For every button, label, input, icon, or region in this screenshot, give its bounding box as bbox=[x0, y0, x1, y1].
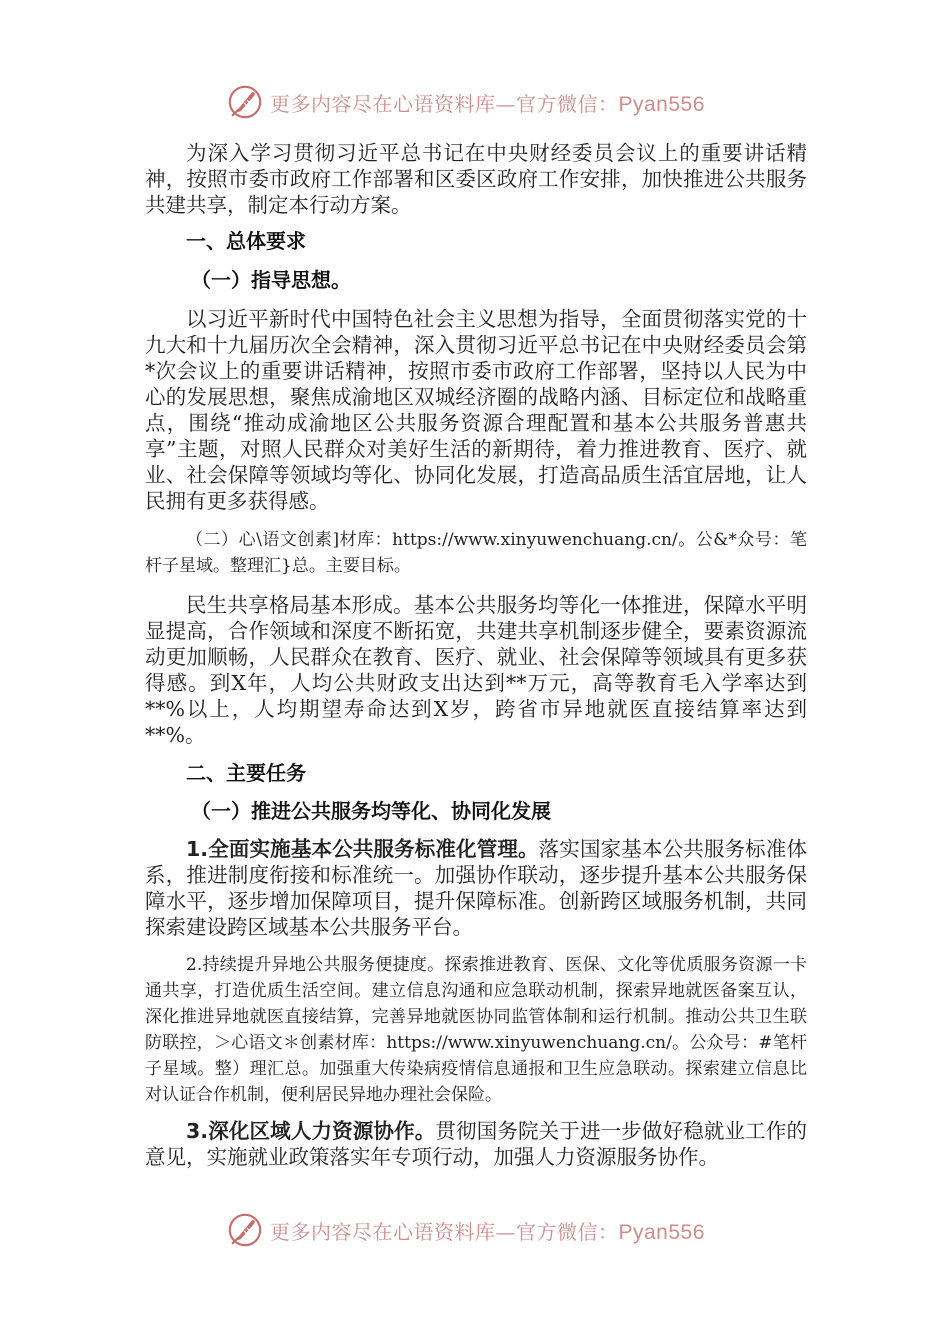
intro-paragraph: 为深入学习贯彻习近平总书记在中央财经委员会议上的重要讲话精神，按照市委市政府工作部署和区委区政府工作安排，加快推进公共服务共建共享，制定本行动方案。 bbox=[145, 141, 807, 217]
task-item-3-lead: 3.深化区域人力资源协作。 bbox=[186, 1119, 436, 1143]
document-body bbox=[145, 140, 807, 1170]
subheading-public-service-equalization: （一）推进公共服务均等化、协同化发展 bbox=[191, 799, 551, 823]
task-item-1-body: 落实国家基本公共服务标准体系，推进制度衔接和标准统一。加强协作联动，逐步提升基本公共服务保障水平，逐步增加保障项目，提升保障标准。创新跨区域服务机制，共同探索建设跨区域基本公共服务平台。 bbox=[145, 837, 807, 939]
task-item-3 bbox=[145, 1118, 807, 1170]
guiding-ideology-paragraph: 以习近平新时代中国特色社会主义思想为指导，全面贯彻落实党的十九大和十九届历次全会精神，深入贯彻习近平总书记在中央财经委员会第*次会议上的重要讲话精神，按照市委市政府工作部署，坚持以人民为中心的发展思想，聚焦成渝地区双城经济圈的战略内涵、目标定位和战略重点，围绕“推动成渝地区公共服务资源合理配置和基本公共服务普惠共享”主题，对照人民群众对美好生活的新期待，着力推进教育、医疗、就业、社会保障等领域均等化、协同化发展，打造高品质生活宜居地，让人民拥有更多获得感。 bbox=[145, 307, 807, 513]
main-goals-paragraph: 民生共享格局基本形成。基本公共服务均等化一体推进，保障水平明显提高，合作领域和深度不断拓宽，共建共享机制逐步健全，要素资源流动更加顺畅，人民群众在教育、医疗、就业、社会保障等领域具有更多获得感。到X年，人均公共财政支出达到**万元，高等教育毛入学率达到**%以上，人均期望寿命达到X岁，跨省市异地就医直接结算率达到**%。 bbox=[145, 593, 807, 747]
footer-watermark-banner bbox=[226, 1210, 746, 1250]
section-heading-main-tasks: 二、主要任务 bbox=[186, 761, 306, 785]
task-item-1 bbox=[145, 836, 807, 940]
watermark-text: 更多内容尽在心语资料库—官方微信：Pyan556 bbox=[270, 91, 705, 116]
section-heading-overall-requirements: 一、总体要求 bbox=[186, 229, 306, 253]
subheading-main-goals: （二）心\语文创素]材库：https://www.xinyuwenchuang.cn/。公&*众号：笔杆子星域。整理汇}总。主要目标。 bbox=[145, 530, 807, 576]
feather-pen-logo-icon bbox=[226, 83, 264, 121]
header-watermark-banner bbox=[226, 82, 746, 122]
task-item-1-lead: 1.全面实施基本公共服务标准化管理。 bbox=[186, 837, 539, 861]
task-item-3-body: 贯彻国务院关于进一步做好稳就业工作的意见，实施就业政策落实年专项行动，加强人力资源服务协作。 bbox=[145, 1119, 807, 1169]
task-item-2: 2.持续提升异地公共服务便捷度。探索推进教育、医保、文化等优质服务资源一卡通共享，打造优质生活空间。建立信息沟通和应急联动机制，探索异地就医备案互认，深化推进异地就医直接结算，完善异地就医协同监管体制和运行机制。推动公共卫生联防联控，＞心语文＊创素材库：https://www.xinyuwenchuang.cn/。公众号：#笔杆子星域。整）理汇总。加强重大传染病疫情信息通报和卫生应急联动。探索建立信息比对认证合作机制，便利居民异地办理社会保险。 bbox=[145, 955, 807, 1105]
watermark-text: 更多内容尽在心语资料库—官方微信：Pyan556 bbox=[270, 1219, 705, 1244]
subheading-guiding-ideology: （一）指导思想。 bbox=[191, 268, 351, 292]
feather-pen-logo-icon bbox=[226, 1211, 264, 1249]
